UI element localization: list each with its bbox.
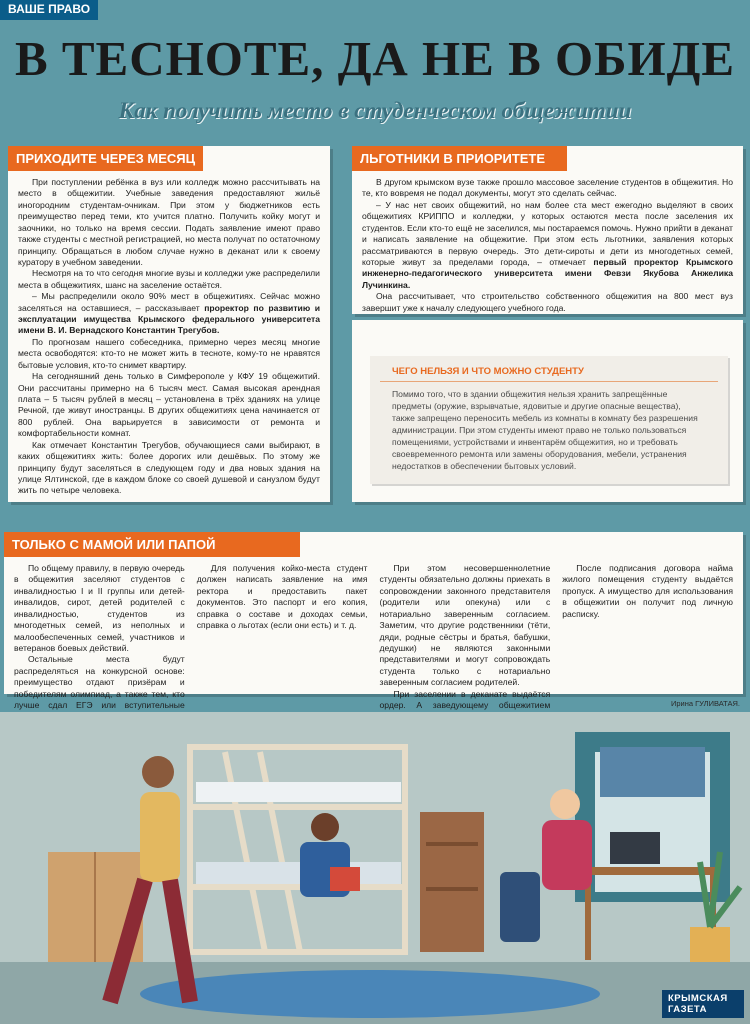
paragraph: Несмотря на то что сегодня многие вузы и колледжи уже распределили места в общежитиях, шанс на заселение остаётся. [18,268,320,290]
newspaper-logo [662,990,744,1018]
logo-line: КРЫМСКАЯ [668,993,728,1004]
section-beneficiaries-priority [352,146,743,314]
paragraph: Остальные места будут распределяться на конкурсной основе: преимущество отдают призёрам и победителям олимпиад, а также тем, кто лучше сдал ЕГЭ или вступительные [14,654,185,711]
paragraph: При этом несовершеннолетние студенты обязательно должны приехать в сопровождении законного представителя (родители или опекуна) или с нотариально заверенным согласием. Заметим, что другие родственники (тёти, дяди, родные сёстры и братья, бабушки, дедушки) не являются законными представителями и могут сопровождать студента только с нотариально заверенным согласием родителей. [379,563,551,688]
section-title: ПРИХОДИТЕ ЧЕРЕЗ МЕСЯЦ [8,146,203,171]
paragraph: – Мы распределили около 90% мест в общежитиях. Сейчас можно заселяться на оставшиеся, – рассказывает проректор по развитию и эксплуатации имущества Крымского федерального университета имени В. И. Вернадского Константин Трегубов. [18,291,320,336]
author-byline: Ирина ГУЛИВАТАЯ. [670,699,740,708]
paragraph: По общему правилу, в первую очередь в общежития заселяют студентов с инвалидностью I и II группы или детей-инвалидов, сирот, детей родителей с инвалидностью, студентов из многодетных семей, из неполных и малообеспеченных семей, участников и ветеранов боевых действий. [14,563,185,653]
subheadline: Как получить место в студенческом общежитии [118,98,632,123]
paragraph: По прогнозам нашего собеседника, примерно через месяц многие места освободятся: кто-то не может жить в тесноте, кому-то не нравятся бытовые условия, кто-то снимет квартиру. [18,336,320,370]
paragraph: При заселении в деканате выдаётся ордер. А заведующему общежитием [379,688,551,711]
logo-line: ГАЗЕТА [668,1004,708,1015]
paragraph: В другом крымском вузе также прошло массовое заселение студентов в общежития. Но те, кто вовремя не подал документы, могут это сделать сейчас. [362,177,733,199]
sidebar-text: Помимо того, что в здании общежития нельзя хранить запрещённые предметы (оружие, взрывчатые, ядовитые и другие опасные вещества), также запрещено переносить мебель из комнаты в комнату без разрешения администрации. При этом студенты имеют право не только пользоваться помещениями, устройствами и инвентарём общежития, но и требовать своевременного ремонта или замены оборудования, мебели, устранения недостатков в обеспечении бытовых условий. [392,389,698,472]
section-title: ТОЛЬКО С МАМОЙ ИЛИ ПАПОЙ [4,532,300,557]
paragraph: – У нас нет своих общежитий, но нам более ста мест ежегодно выделяют в своих общежитиях КРИППО и колледжи, у которых остаются места после заселения их студентов. Если кто-то ещё не заселился, мы постараемся помочь. Нужно прийти в деканат и написать заявление на общежитие. При этом есть льготники, заявления которых рассматриваются в первую очередь. Это дети-сироты и дети из многодетных семей, которые живут за пределами города, – отмечает первый проректор Крымского инженерно-педагогического университета имени Февзи Якубова Анжелика Лучинкина. [362,199,733,290]
section-come-in-a-month [8,146,330,502]
section-body [352,171,743,320]
dorm-room-illustration [0,712,750,1024]
paragraph: При поступлении ребёнка в вуз или колледж можно рассчитывать на место в общежитии. Учебные заведения предоставляют жильё иногородним студентам-очникам. При этом у бюджетников есть преимущество перед теми, кто учится платно. Получить койку могут и заочники, но только на время сессии. Подать заявление имеют право также студенты с местной регистрацией, но места получат по остаточному принципу. Обращаться в любом случае нужно в деканат или к своему куратору в учебном заведении. [18,177,320,267]
rules-sidebar [370,356,728,484]
paragraph: На сегодняшний день только в Симферополе у КФУ 19 общежитий. Они рассчитаны примерно на 6 тысяч мест. Самая высокая арендная плата – 5 тысяч рублей в месяц – установлена в трёх зданиях на улице Речной, где живут иностранцы. В других общежитиях цена начинается от 800 рублей. Она варьируется в зависимости от ремонта и комфортабельности комнат. [18,371,320,439]
paragraph: Как отмечает Константин Трегубов, обучающиеся сами выбирают, в каких общежитиях жить: более дорогих или дешёвых. По этому же принципу будут заселяться в следующем году и два новых здания на улице Ялтинской, где в каждом блоке со своей душевой и санузлом будут жить по четыре человека. [18,439,320,496]
section-body [8,171,330,503]
rubric-label: ВАШЕ ПРАВО [0,0,98,20]
paragraph: Она рассчитывает, что строительство собственного общежития на 800 мест вуз завершит уже к началу следующего учебного года. [362,291,733,313]
sidebar-title: ЧЕГО НЕЛЬЗЯ И ЧТО МОЖНО СТУДЕНТУ [380,356,718,382]
section-title: ЛЬГОТНИКИ В ПРИОРИТЕТЕ [352,146,567,171]
paragraph: Для получения койко-места студент должен написать заявление на имя ректора и предоставить пакет документов. Это паспорт и его копия, справка о составе и доходах семьи, справка о льготах (если они есть) и т. д. [196,563,368,631]
headline: В ТЕСНОТЕ, ДА НЕ В ОБИДЕ [14,31,736,86]
paragraph: После подписания договора найма жилого помещения студенту выдаётся пропуск. А имущество для использования в общежитии он получит под личную расписку. [562,563,733,619]
